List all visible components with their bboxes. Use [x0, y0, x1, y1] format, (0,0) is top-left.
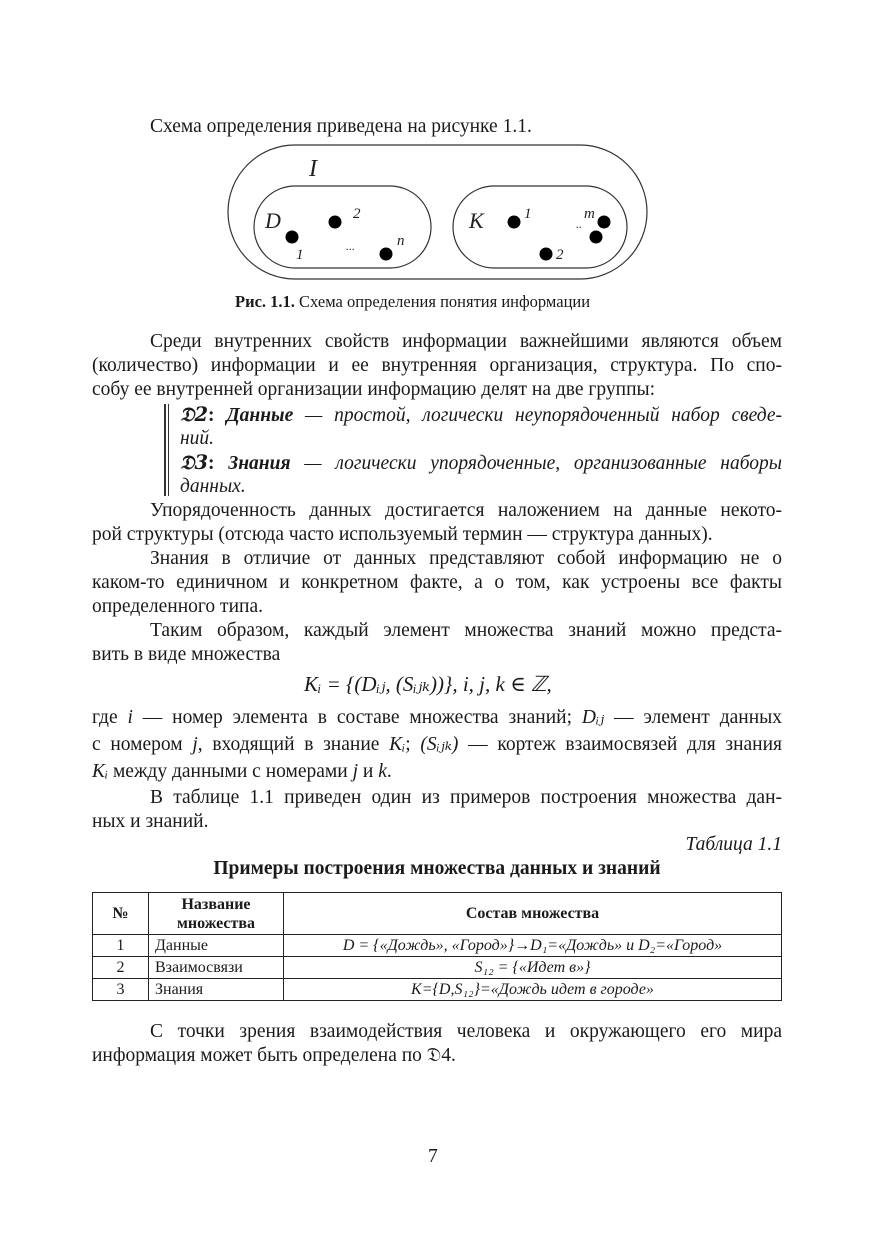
figure-set-diagram: [225, 142, 650, 282]
point-Dn: [380, 248, 393, 261]
para1-line1: Среди внутренних свойств информации важнейшими являются объем: [150, 331, 782, 352]
para2-line1: Упорядоченность данных достигается наложением на данные некото-: [150, 500, 782, 521]
table-row: [93, 979, 782, 1001]
intro-text: Схема определения приведена на рисунке 1.1.: [150, 116, 532, 137]
header-set-composition: Состав множества: [284, 893, 782, 935]
point-Km-b: [590, 231, 603, 244]
para5-line2: с номером j, входящий в знание Kᵢ; (Sᵢⱼₖ) — кортеж взаимосвязей для знания: [92, 734, 782, 755]
para5-line1: где i — номер элемента в составе множества знаний; Dᵢⱼ — элемент данных: [92, 707, 782, 728]
label-D2: 2: [353, 206, 361, 222]
para6-line1: В таблице 1.1 приведен один из примеров построения множества дан-: [150, 787, 782, 808]
para4-line1: Таким образом, каждый элемент множества знаний можно предста-: [150, 620, 782, 641]
para3-line3: определенного типа.: [92, 596, 263, 617]
point-K2: [540, 248, 553, 261]
row1-name: Данные: [149, 935, 284, 957]
label-K: K: [469, 208, 484, 233]
label-D1: 1: [296, 247, 304, 263]
label-Dn: n: [397, 233, 405, 249]
definition-D3-term: Знания: [228, 453, 291, 474]
label-Km: m: [584, 206, 595, 222]
label-K2: 2: [556, 247, 564, 263]
point-D1: [286, 231, 299, 244]
para1-line2: (количество) информации и ее внутренняя организация, структура. По спо-: [92, 355, 782, 376]
label-D: D: [265, 208, 281, 233]
para2-line2: рой структуры (отсюда часто используемый термин — структура данных).: [92, 524, 713, 545]
row1-number: 1: [93, 935, 149, 957]
table-row: [93, 935, 782, 957]
row2-number: 2: [93, 957, 149, 979]
data-knowledge-table: [92, 892, 782, 1001]
formula-knowledge-set: Kᵢ = {(Dᵢⱼ, (Sᵢⱼₖ))}, i, j, k ∈ ℤ,: [304, 672, 552, 696]
para4-line2: вить в виде множества: [92, 644, 281, 665]
label-I: I: [309, 156, 317, 182]
definition-bar-left: [164, 404, 166, 496]
table-header-row: [93, 893, 782, 935]
para6-line2: ных и знаний.: [92, 811, 209, 832]
label-K1: 1: [524, 206, 532, 222]
figure-caption: [235, 290, 590, 314]
ellipsis-K: ..: [576, 217, 582, 231]
ellipsis-D: ...: [346, 239, 355, 253]
row2-name: Взаимосвязи: [149, 957, 284, 979]
figure-caption-label: Рис. 1.1.: [235, 292, 295, 311]
definition-D2-term: Данные: [226, 405, 294, 426]
point-D2: [329, 216, 342, 229]
definition-D3-line1: 𝔇3: Знания — логически упорядоченные, организованные наборы: [180, 451, 782, 474]
header-set-name: Название множества: [149, 893, 284, 935]
table-title: Примеры построения множества данных и знаний: [213, 858, 661, 879]
page-number: 7: [428, 1146, 438, 1167]
para3-line2: каком-то единичном и конкретном факте, а о том, как устроены все факты: [92, 572, 782, 593]
definition-D2-text: — простой, логически неупорядоченный набор сведе-: [293, 405, 783, 426]
figure-caption-text: Схема определения понятия информации: [294, 292, 591, 311]
definition-D2-line1: 𝔇2: Данные — простой, логически неупорядоченный набор сведе-: [180, 403, 783, 426]
row3-composition: K={D,S₁₂}=«Дождь идет в городе»: [284, 979, 782, 1001]
definition-D2-mark: 𝔇2: [180, 403, 209, 426]
para3-line1: Знания в отличие от данных представляют собой информацию не о: [150, 548, 782, 569]
definition-D3-text: — логически упорядоченные, организованные наборы: [290, 453, 782, 474]
para7-line1: С точки зрения взаимодействия человека и окружающего его мира: [150, 1021, 782, 1042]
definition-D2-line2: ний.: [180, 428, 215, 449]
para7-line2: информация может быть определена по 𝔇4.: [92, 1045, 456, 1066]
definition-bar-right: [168, 404, 169, 496]
row3-name: Знания: [149, 979, 284, 1001]
row2-composition: S₁₂ = {«Идет в»}: [284, 957, 782, 979]
para5-line3: Kᵢ между данными с номерами j и k.: [92, 761, 392, 782]
table-row: [93, 957, 782, 979]
definition-D3-mark: 𝔇3: [180, 451, 209, 474]
table-label: Таблица 1.1: [685, 834, 782, 855]
point-K1: [508, 216, 521, 229]
row1-composition: D = {«Дождь», «Город»}→D₁=«Дождь» и D₂=«Город»: [284, 935, 782, 957]
definition-D3-line2: данных.: [180, 476, 246, 497]
para1-line3: собу ее внутренней организации информацию делят на две группы:: [92, 379, 656, 400]
row3-number: 3: [93, 979, 149, 1001]
header-number: №: [93, 893, 149, 935]
point-Km-a: [598, 216, 611, 229]
